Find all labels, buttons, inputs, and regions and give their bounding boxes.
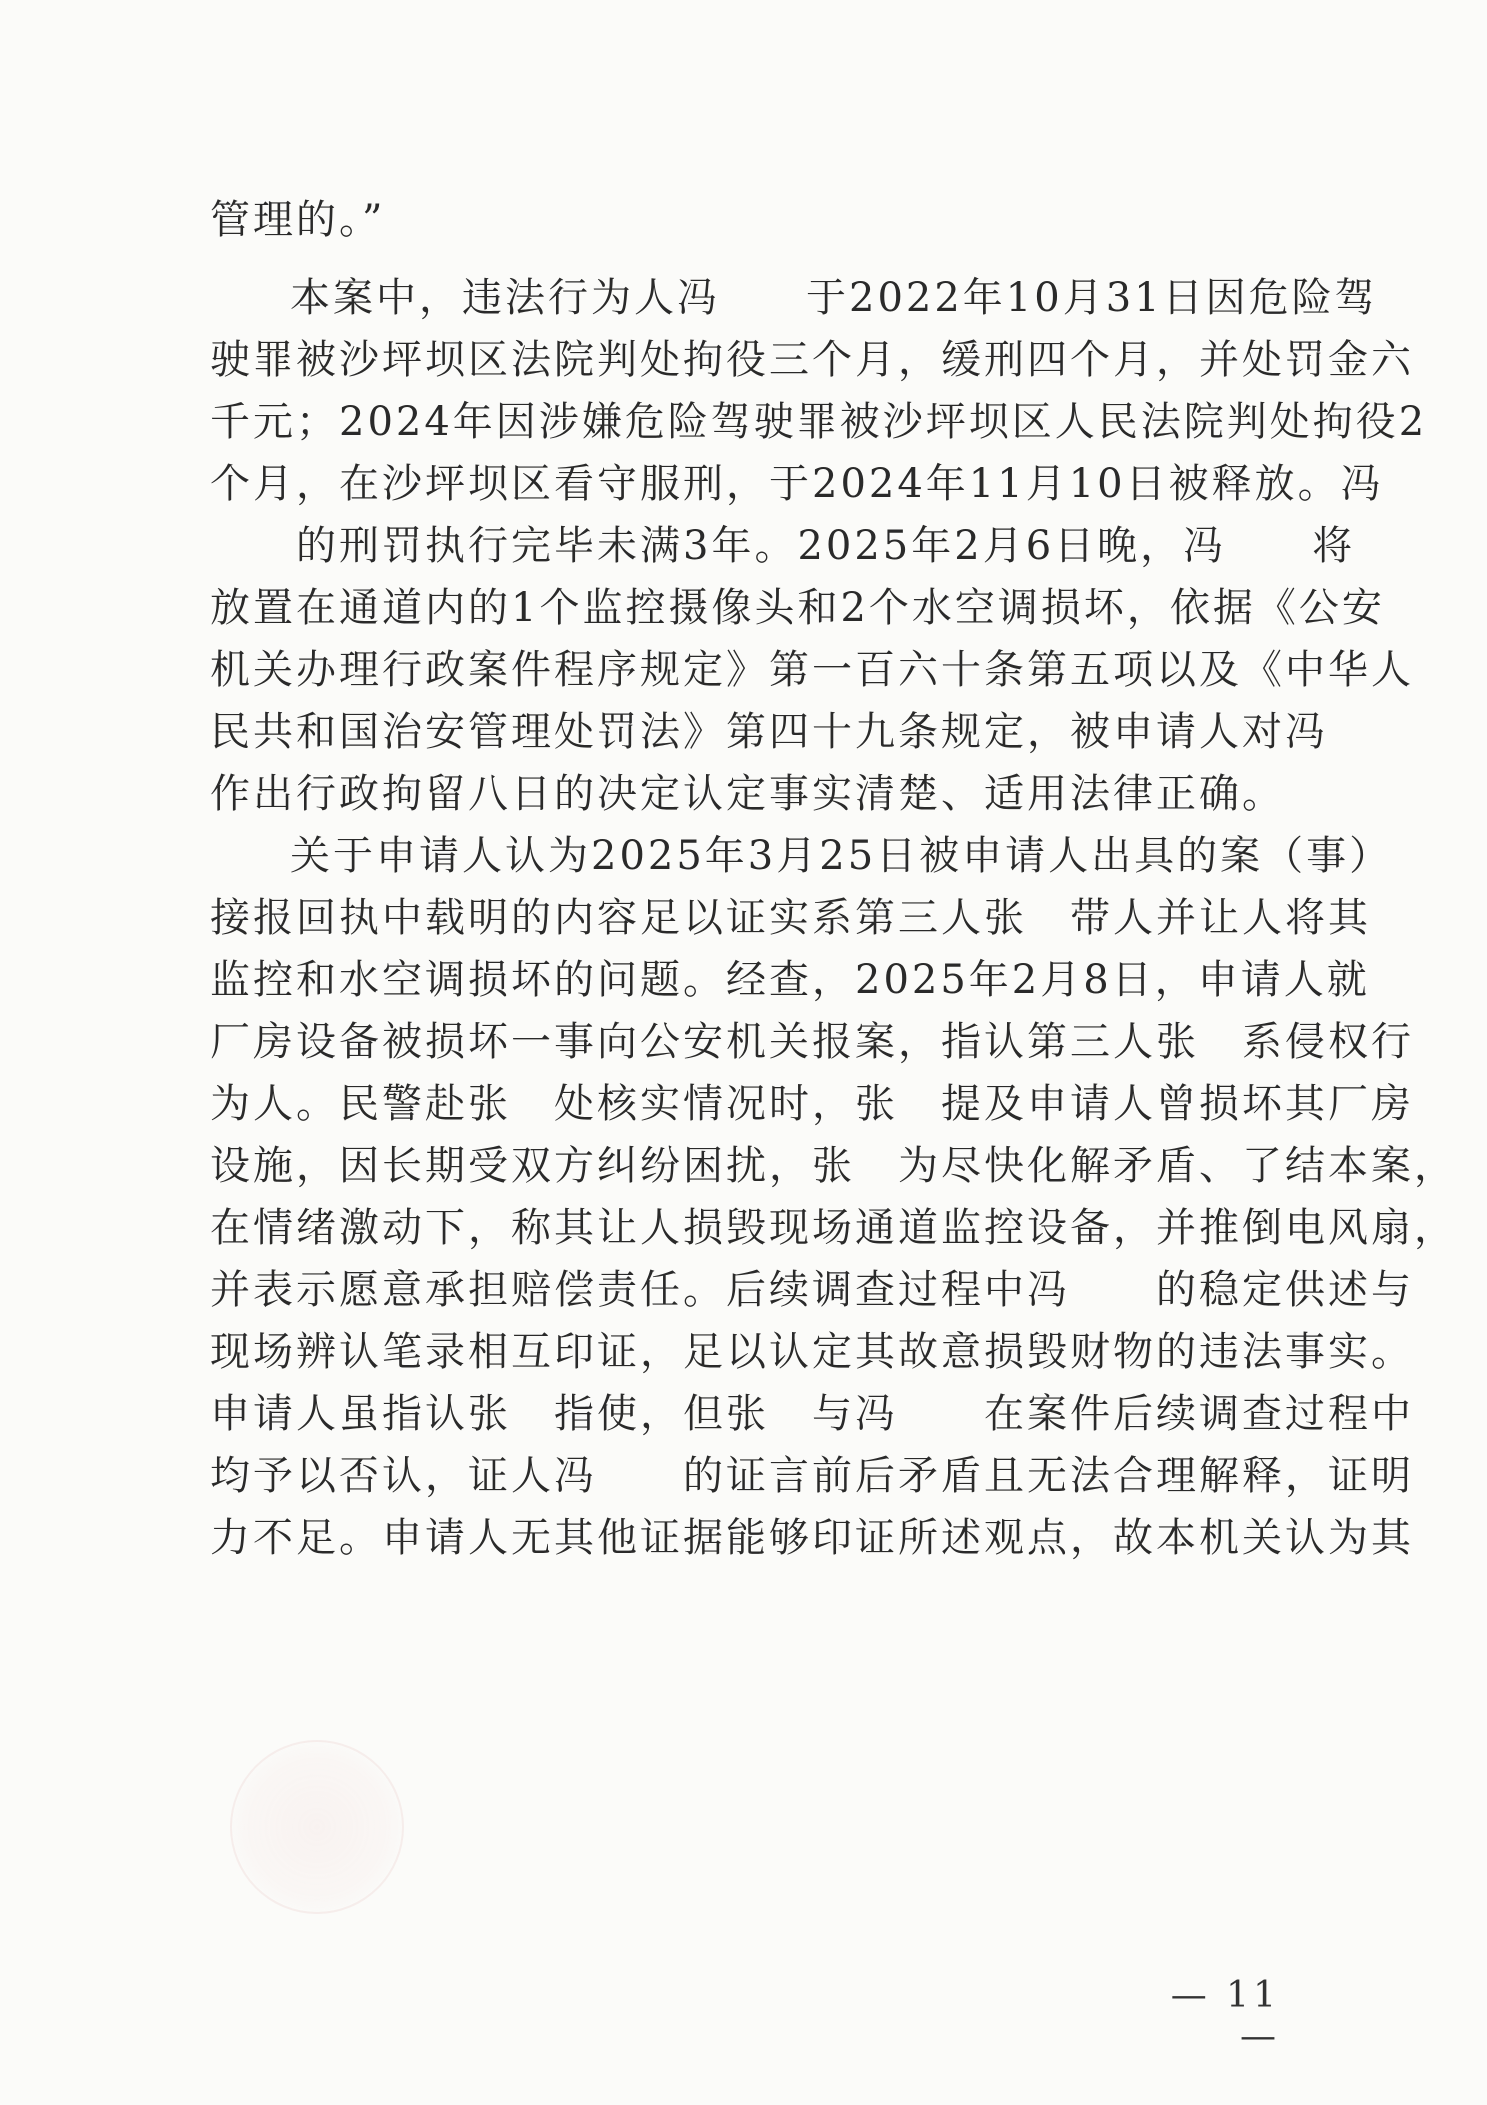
text-line: 机关办理行政案件程序规定》第一百六十条第五项以及《中华人 bbox=[210, 647, 1414, 693]
text-line: 的刑罚执行完毕未满3年。2025年2月6日晚，冯 将 bbox=[210, 523, 1356, 569]
text-line: 为人。民警赴张 处核实情况时，张 提及申请人曾损坏其厂房 bbox=[210, 1081, 1414, 1127]
text-line: 个月，在沙坪坝区看守服刑，于2024年11月10日被释放。冯 bbox=[210, 461, 1384, 507]
text-line: 并表示愿意承担赔偿责任。后续调查过程中冯 的稳定供述与 bbox=[210, 1267, 1414, 1313]
page-number: — 11 — bbox=[1170, 1975, 1280, 2057]
text-line: 作出行政拘留八日的决定认定事实清楚、适用法律正确。 bbox=[210, 771, 1285, 817]
text-line: 现场辨认笔录相互印证，足以认定其故意损毁财物的违法事实。 bbox=[210, 1329, 1414, 1375]
text-line: 驶罪被沙坪坝区法院判处拘役三个月，缓刑四个月，并处罚金六 bbox=[210, 337, 1414, 383]
text-line: 接报回执中载明的内容足以证实系第三人张 带人并让人将其 bbox=[210, 895, 1371, 941]
text-line: 力不足。申请人无其他证据能够印证所述观点，故本机关认为其 bbox=[210, 1515, 1414, 1561]
text-line: 关于申请人认为2025年3月25日被申请人出具的案（事） bbox=[290, 833, 1393, 879]
text-line: 监控和水空调损坏的问题。经查，2025年2月8日，申请人就 bbox=[210, 957, 1370, 1003]
text-line: 千元；2024年因涉嫌危险驾驶罪被沙坪坝区人民法院判处拘役2 bbox=[210, 399, 1428, 445]
text-line: 管理的。” bbox=[210, 197, 386, 243]
text-line: 民共和国治安管理处罚法》第四十九条规定，被申请人对冯 bbox=[210, 709, 1328, 755]
text-line: 厂房设备被损坏一事向公安机关报案，指认第三人张 系侵权行 bbox=[210, 1019, 1414, 1065]
text-line: 均予以否认，证人冯 的证言前后矛盾且无法合理解释，证明 bbox=[210, 1453, 1414, 1499]
text-line: 申请人虽指认张 指使，但张 与冯 在案件后续调查过程中 bbox=[210, 1391, 1414, 1437]
text-line: 本案中，违法行为人冯 于2022年10月31日因危险驾 bbox=[290, 275, 1378, 321]
text-line: 在情绪激动下，称其让人损毁现场通道监控设备，并推倒电风扇， bbox=[210, 1205, 1457, 1251]
text-line: 放置在通道内的1个监控摄像头和2个水空调损坏，依据《公安 bbox=[210, 585, 1385, 631]
text-line: 设施，因长期受双方纠纷困扰，张 为尽快化解矛盾、了结本案， bbox=[210, 1143, 1457, 1189]
